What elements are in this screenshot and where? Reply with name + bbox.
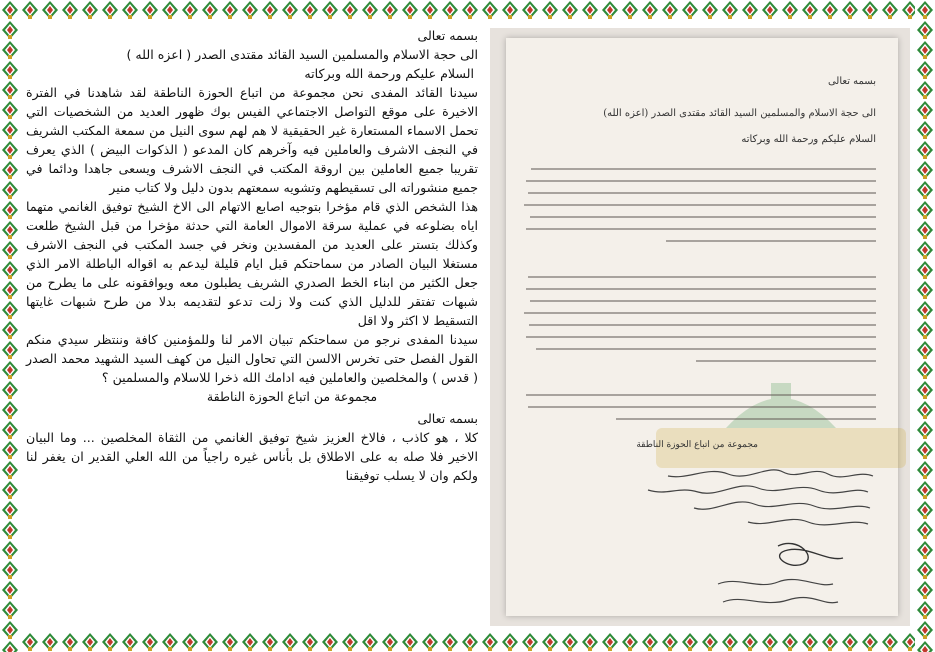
bottom-border	[0, 632, 935, 652]
letter-greeting: السلام عليكم ورحمة الله وبركاته	[304, 66, 474, 81]
original-letter-photo	[490, 28, 910, 626]
doc-line	[526, 288, 876, 290]
letter-paragraph-1: سيدنا القائد المفدى نحن مجموعة من اتباع الحوزة الناطقة لقد شاهدنا في الفترة الاخيرة على موقع التواصل الاجتماعي الفيس بوك ظهور العديد من الشخصيات التي تحمل الاسماء المستعارة غير الحقيقية لا هم لهم سوى النيل من سمعة المكتب الشريف في النجف الاشرف والعاملين فيه وآخرهم كان المدعو ( الذكوات البيض ) الذي يعرف تقريبا جميع العاملين بين اروقة المكتب في النجف الاشرف ويسعى جاهدا ودائما في جميع منشوراته الى تسقيطهم وتشويه سمعتهم بدون دليل ولا كتاب منير	[26, 85, 478, 195]
handwritten-reply	[628, 466, 878, 616]
doc-line	[529, 324, 876, 326]
reply-basmala: بسمه تعالى	[417, 411, 478, 426]
photo-group: مجموعة من اتباع الحوزة الناطقة	[636, 440, 758, 450]
doc-line	[524, 312, 876, 314]
doc-line	[528, 276, 876, 278]
doc-line	[528, 192, 876, 194]
letter-paragraph-3: سيدنا المفدى نرجو من سماحتكم تبيان الامر لنا وللمؤمنين كافة وننتظر سيدي منكم القول الفصل حتى تخرس الالسن التي تحاول النيل من كهف السيد الشهيد محمد الصدر ( قدس ) والمخلصين والعاملين فيه ادامك الله ذخرا للاسلام والمسلمين ؟	[26, 332, 478, 385]
letter-basmala: بسمه تعالى	[417, 28, 478, 43]
doc-line	[696, 360, 876, 362]
photo-paper	[506, 38, 898, 616]
photo-basmala: بسمه تعالى	[827, 76, 876, 87]
doc-line	[526, 180, 876, 182]
letter-transcription	[26, 26, 478, 626]
left-border	[0, 0, 20, 652]
letter-signature-group: مجموعة من اتباع الحوزة الناطقة	[206, 389, 378, 404]
doc-line	[524, 204, 876, 206]
photo-addressee: الى حجة الاسلام والمسلمين السيد القائد مقتدى الصدر (اعزه الله)	[603, 108, 876, 119]
doc-line	[526, 228, 876, 230]
watermark-logo	[646, 368, 910, 478]
doc-line	[531, 168, 876, 170]
doc-line	[530, 300, 876, 302]
doc-line	[536, 348, 876, 350]
letter-addressee: الى حجة الاسلام والمسلمين السيد القائد مقتدى الصدر ( اعزه الله )	[126, 47, 478, 62]
doc-line	[530, 216, 876, 218]
doc-line	[526, 336, 876, 338]
top-border	[0, 0, 935, 20]
reply-body: كلا ، هو كاذب ، فالاخ العزيز شيخ توفيق الغانمي من الثقاة المخلصين ... وما البيان الاخير فلا صله به على الاطلاق بل بأناس غيره راجياً من الله العلي القدير ان يغفر لنا ولكم وان لا يسلب توفيقنا	[26, 430, 478, 483]
right-border	[915, 0, 935, 652]
doc-line	[666, 240, 876, 242]
doc-line	[528, 406, 876, 408]
doc-line	[526, 394, 876, 396]
photo-greeting: السلام عليكم ورحمة الله وبركاته	[741, 134, 876, 145]
doc-line	[616, 418, 876, 420]
letter-paragraph-2: هذا الشخص الذي قام مؤخرا بتوجيه اصابع الاتهام الى الاخ الشيخ توفيق الغانمي متهما اياه بضلوعه في عملية سرقة الاموال العامة التي حدثة مؤخرا من قبل الشيخ طلعت وكذلك بتستر على العديد من المفسدين ونخر في جسد المكتب في النجف الاشرف مستغلا البيان الصادر من سماحتكم قبل ايام قليلة ليدعم به اقواله الباطلة الامر الذي جعل الكثير من ابناء الخط الصدري الشريف يطبلون معه ويوافقونه على ما يطرح من شبهات تفتقر للدليل الذي كنت ولا زلت تدعو لتقديمه بدلا من طرح شبهات غايتها التسقيط لا اكثر ولا اقل	[26, 199, 478, 328]
